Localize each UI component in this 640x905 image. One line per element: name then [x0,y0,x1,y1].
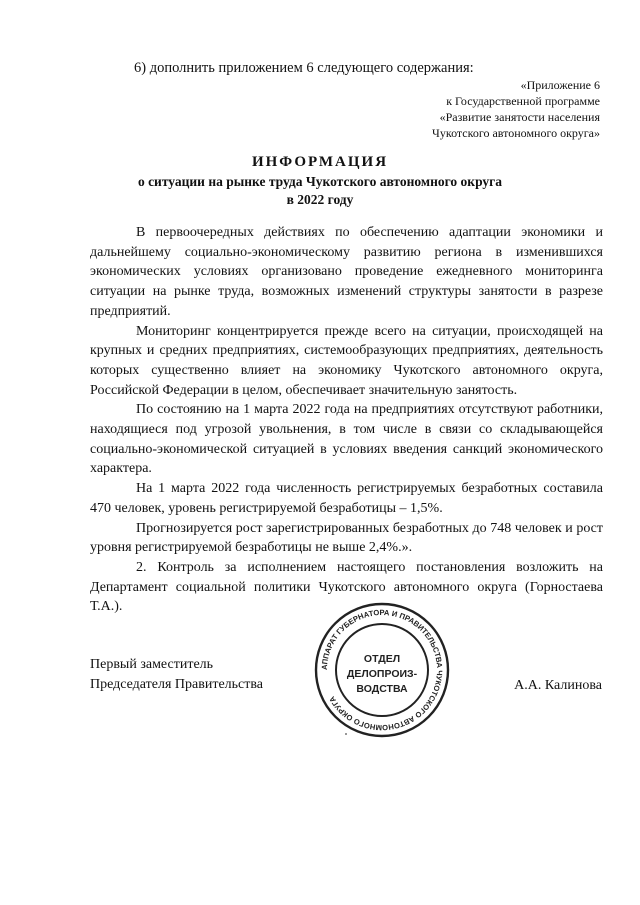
title-main: ИНФОРМАЦИЯ [251,154,389,170]
paragraph: На 1 марта 2022 года численность регистрируемых безработных составила 470 человек, уровень регистрируемой безработицы – 1,5%. [90,481,603,516]
document-title [0,151,640,209]
paragraph: 2. Контроль за исполнением настоящего постановления возложить на Департамент социальной политики Чукотского автономного округа (Горностаева Т.А.). [90,559,603,615]
paragraph: В первоочередных действиях по обеспечению адаптации экономики и дальнейшему социально-экономическому развитию региона в изменившихся экономических условиях организовано проведение ежедневного мониторинга ситуации на рынке труда, возможных изменений структуры занятости в разрезе предприятий. [90,225,603,319]
intro-line: 6) дополнить приложением 6 следующего содержания: [134,60,474,76]
body-text [90,223,603,617]
signature-position [90,655,263,695]
stamp-center-line-3: ВОДСТВА [356,683,408,695]
appendix-line-2: к Государственной программе [446,94,600,108]
stamp-ring-text: АППАРАТ ГУБЕРНАТОРА И ПРАВИТЕЛЬСТВА ЧУКОТСКОГО АВТОНОМНОГО ОКРУГА [319,607,445,733]
title-line-3: в 2022 году [286,192,354,207]
title-line-2: о ситуации на рынке труда Чукотского автономного округа [137,174,503,189]
paragraph: По состоянию на 1 марта 2022 года на предприятиях отсутствуют работники, находящиеся под угрозой увольнения, в том числе в связи со складывающейся социально-экономической ситуацией в условиях введения санкций экономического характера. [90,402,603,477]
paragraph: Мониторинг концентрируется прежде всего на ситуации, происходящей на крупных и средних предприятиях, системообразующих предприятиях, деятельность которых существенно влияет на экономику Чукотского автономного округа, Российской Федерации в целом, обеспечивает значительную занятость. [90,323,603,398]
appendix-line-1: «Приложение 6 [520,78,600,92]
signer-name: А.А. Калинова [514,678,602,693]
stamp-center-line-2: ДЕЛОПРОИЗ- [346,668,418,680]
paragraph: Прогнозируется рост зарегистрированных безработных до 748 человек и рост уровня регистрируемой безработицы не выше 2,4%.». [90,520,603,556]
appendix-header [432,77,600,141]
appendix-line-4: Чукотского автономного округа» [432,126,600,140]
stamp-center-line-1: ОТДЕЛ [363,653,401,665]
scan-artifact-dot [345,733,347,735]
signature-position-line-2: Председателя Правительства [90,677,264,692]
appendix-line-3: «Развитие занятости населения [439,110,600,124]
signature-position-line-1: Первый заместитель [90,657,214,672]
official-stamp [312,600,452,740]
